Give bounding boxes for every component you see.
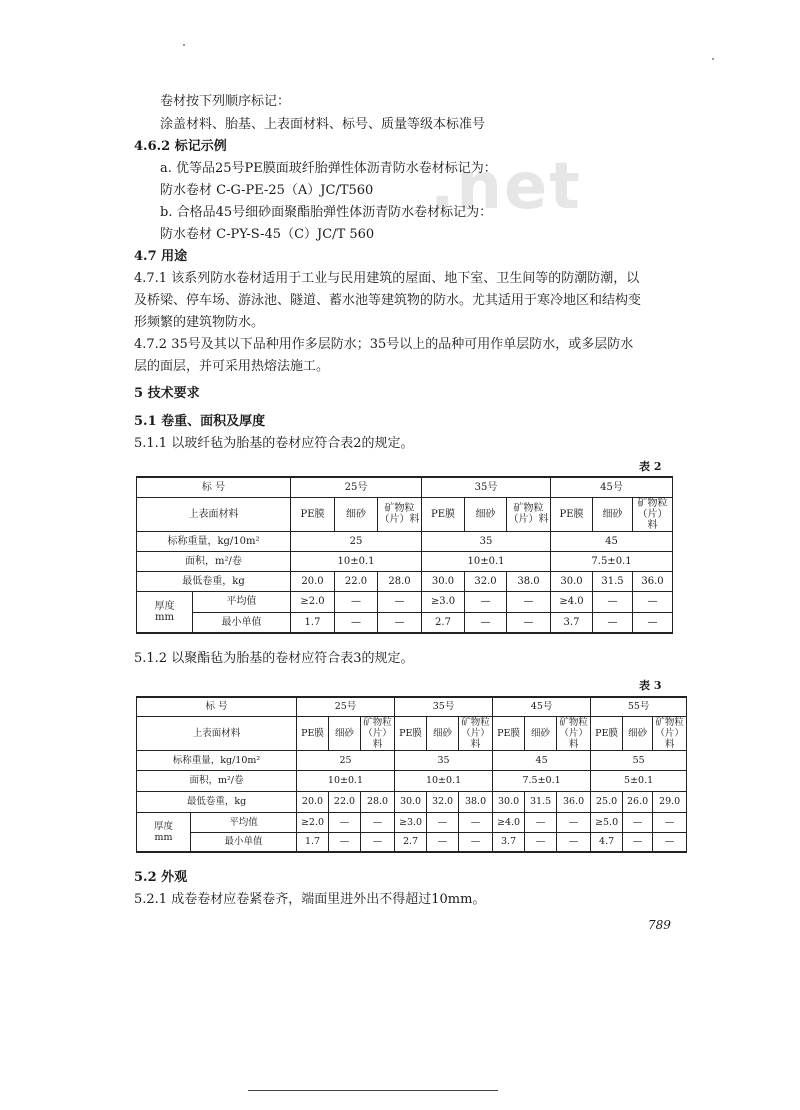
table-cell: 2.7 [395, 832, 427, 852]
table-cell: — [329, 812, 361, 832]
table-cell: — [335, 591, 378, 612]
table-cell: 22.0 [335, 571, 378, 591]
table-cell: — [459, 832, 493, 852]
table-cell: — [525, 812, 557, 832]
grade-header: 55号 [591, 697, 687, 716]
table-cell: 55 [591, 750, 687, 770]
table-cell: — [507, 591, 551, 612]
row-label: 最低卷重，kg [137, 791, 297, 812]
table-cell: — [361, 832, 395, 852]
page-number: 789 [648, 918, 671, 932]
surface-cell: 矿物粒 （片）料 [459, 716, 493, 750]
row-label: 厚度 mm [137, 591, 193, 633]
table-cell: — [329, 832, 361, 852]
paragraph-line: 防水卷材 C-G-PE-25（A）JC/T560 [160, 183, 374, 198]
table-cell: — [465, 591, 507, 612]
paragraph-line: 5.1.1 以玻纤毡为胎基的卷材应符合表2的规定。 [134, 436, 414, 451]
table-cell: — [507, 612, 551, 633]
table-cell: 30.0 [395, 791, 427, 812]
table-cell: — [427, 832, 459, 852]
surface-cell: 矿物粒 （片）料 [557, 716, 591, 750]
watermark: .net [430, 150, 582, 224]
table-cell: — [459, 812, 493, 832]
table-cell: 30.0 [551, 571, 593, 591]
table-cell: 4.7 [591, 832, 623, 852]
table-cell: ≥4.0 [493, 812, 525, 832]
scan-speck [183, 44, 185, 46]
table-cell: 25 [291, 531, 422, 551]
table-cell: — [593, 591, 633, 612]
paragraph-line: 卷材按下列顺序标记： [160, 94, 291, 109]
paragraph-line: b. 合格品45号细砂面聚酯胎弹性体沥青防水卷材标记为： [160, 205, 493, 220]
row-label: 最小单值 [191, 832, 297, 852]
surface-cell: 细砂 [427, 716, 459, 750]
paragraph-line: 4.7.2 35号及其以下品种用作多层防水；35号以上的品种可用作单层防水，或多层防水 [134, 337, 634, 352]
table-header: 标 号 [137, 697, 297, 716]
table-cell: 7.5±0.1 [493, 770, 591, 791]
surface-cell: 细砂 [335, 497, 378, 531]
table-cell: — [593, 612, 633, 633]
table-cell: 10±0.1 [297, 770, 395, 791]
paragraph-line: 5.1.2 以聚酯毡为胎基的卷材应符合表3的规定。 [134, 651, 414, 666]
table-header: 上表面材料 [137, 716, 297, 750]
paragraph-line: a. 优等品25号PE膜面玻纤胎弹性体沥青防水卷材标记为： [160, 161, 497, 176]
surface-cell: 细砂 [623, 716, 653, 750]
table-cell: 32.0 [465, 571, 507, 591]
table-cell: — [623, 812, 653, 832]
table-cell: 10±0.1 [422, 551, 551, 571]
table-cell: 25 [297, 750, 395, 770]
table-cell: — [557, 832, 591, 852]
table-header: 标 号 [137, 477, 291, 497]
table-cell: 3.7 [551, 612, 593, 633]
table-cell: 30.0 [493, 791, 525, 812]
paragraph-line: 防水卷材 C-PY-S-45（C）JC/T 560 [160, 227, 375, 242]
table-cell: 36.0 [557, 791, 591, 812]
footer-rule [248, 1090, 498, 1091]
surface-cell: PE膜 [493, 716, 525, 750]
grade-header: 25号 [291, 477, 422, 497]
table-cell: 29.0 [653, 791, 687, 812]
surface-cell: 矿物粒 （片）料 [653, 716, 687, 750]
surface-cell: 矿物粒 （片）料 [378, 497, 422, 531]
paragraph-line: 5.2.1 成卷卷材应卷紧卷齐，端面里进外出不得超过10mm。 [134, 892, 486, 907]
table-cell: 28.0 [378, 571, 422, 591]
surface-cell: 细砂 [329, 716, 361, 750]
table-cell: 5±0.1 [591, 770, 687, 791]
table-cell: — [378, 591, 422, 612]
table-cell: ≥5.0 [591, 812, 623, 832]
grade-header: 45号 [493, 697, 591, 716]
table-cell: ≥3.0 [395, 812, 427, 832]
surface-cell: PE膜 [422, 497, 465, 531]
table-cell: — [633, 612, 673, 633]
surface-cell: 矿物粒 （片）料 [507, 497, 551, 531]
table-cell: 2.7 [422, 612, 465, 633]
surface-cell: 细砂 [525, 716, 557, 750]
table-cell: 7.5±0.1 [551, 551, 673, 571]
grade-header: 45号 [551, 477, 673, 497]
table-cell: 45 [493, 750, 591, 770]
table-cell: 35 [422, 531, 551, 551]
table-cell: — [653, 812, 687, 832]
table-2 [136, 476, 673, 634]
table-cell: — [361, 812, 395, 832]
paragraph-line: 层的面层，并可采用热熔法施工。 [134, 359, 330, 374]
table-cell: 20.0 [297, 791, 329, 812]
scan-speck [712, 58, 714, 60]
clause-heading: 5.1 卷重、面积及厚度 [134, 414, 266, 429]
grade-header: 35号 [422, 477, 551, 497]
table-caption: 表 3 [639, 679, 662, 692]
table-cell: 35 [395, 750, 493, 770]
table-cell: 38.0 [507, 571, 551, 591]
surface-cell: PE膜 [551, 497, 593, 531]
table-caption: 表 2 [639, 460, 662, 473]
row-label: 标称重量，kg/10m² [137, 531, 291, 551]
row-label: 厚度 mm [137, 812, 191, 852]
grade-header: 25号 [297, 697, 395, 716]
clause-heading: 5.2 外观 [134, 870, 188, 885]
table-cell: 20.0 [291, 571, 335, 591]
paragraph-line: 及桥梁、停车场、游泳池、隧道、蓄水池等建筑物的防水。尤其适用于寒冷地区和结构变 [134, 293, 642, 308]
row-label: 面积，m²/卷 [137, 551, 291, 571]
clause-heading: 4.6.2 标记示例 [134, 139, 227, 154]
table-cell: — [557, 812, 591, 832]
table-cell: — [335, 612, 378, 633]
section-heading: 5 技术要求 [134, 386, 200, 401]
surface-cell: PE膜 [591, 716, 623, 750]
table-cell: 1.7 [291, 612, 335, 633]
table-cell: 30.0 [422, 571, 465, 591]
table-cell: 36.0 [633, 571, 673, 591]
table-cell: ≥3.0 [422, 591, 465, 612]
table-cell: ≥4.0 [551, 591, 593, 612]
paragraph-line: 形频繁的建筑物防水。 [134, 315, 265, 330]
surface-cell: PE膜 [291, 497, 335, 531]
table-cell: — [465, 612, 507, 633]
table-3 [136, 696, 687, 853]
table-header: 上表面材料 [137, 497, 291, 531]
surface-cell: 矿物粒 （片）料 [633, 497, 673, 531]
table-cell: — [525, 832, 557, 852]
table-cell: 1.7 [297, 832, 329, 852]
table-cell: 3.7 [493, 832, 525, 852]
table-cell: 22.0 [329, 791, 361, 812]
table-cell: 26.0 [623, 791, 653, 812]
table-cell: 10±0.1 [395, 770, 493, 791]
grade-header: 35号 [395, 697, 493, 716]
surface-cell: PE膜 [395, 716, 427, 750]
paragraph-line: 4.7.1 该系列防水卷材适用于工业与民用建筑的屋面、地下室、卫生间等的防潮防潮，以 [134, 271, 640, 286]
row-label: 最小单值 [193, 612, 291, 633]
table-cell: — [378, 612, 422, 633]
table-cell: 28.0 [361, 791, 395, 812]
table-cell: 25.0 [591, 791, 623, 812]
row-label: 平均值 [193, 591, 291, 612]
table-cell: — [633, 591, 673, 612]
row-label: 面积，m²/卷 [137, 770, 297, 791]
paragraph-line: 涂盖材料、胎基、上表面材料、标号、质量等级本标准号 [160, 117, 486, 132]
surface-cell: 矿物粒 （片）料 [361, 716, 395, 750]
table-cell: 31.5 [525, 791, 557, 812]
table-cell: 45 [551, 531, 673, 551]
table-cell: — [653, 832, 687, 852]
surface-cell: 细砂 [465, 497, 507, 531]
row-label: 标称重量，kg/10m² [137, 750, 297, 770]
table-cell: — [623, 832, 653, 852]
table-cell: — [427, 812, 459, 832]
surface-cell: 细砂 [593, 497, 633, 531]
table-cell: ≥2.0 [297, 812, 329, 832]
row-label: 平均值 [191, 812, 297, 832]
table-cell: 31.5 [593, 571, 633, 591]
table-cell: 38.0 [459, 791, 493, 812]
surface-cell: PE膜 [297, 716, 329, 750]
row-label: 最低卷重，kg [137, 571, 291, 591]
clause-heading: 4.7 用途 [134, 249, 188, 264]
table-cell: 32.0 [427, 791, 459, 812]
table-cell: 10±0.1 [291, 551, 422, 571]
table-cell: ≥2.0 [291, 591, 335, 612]
